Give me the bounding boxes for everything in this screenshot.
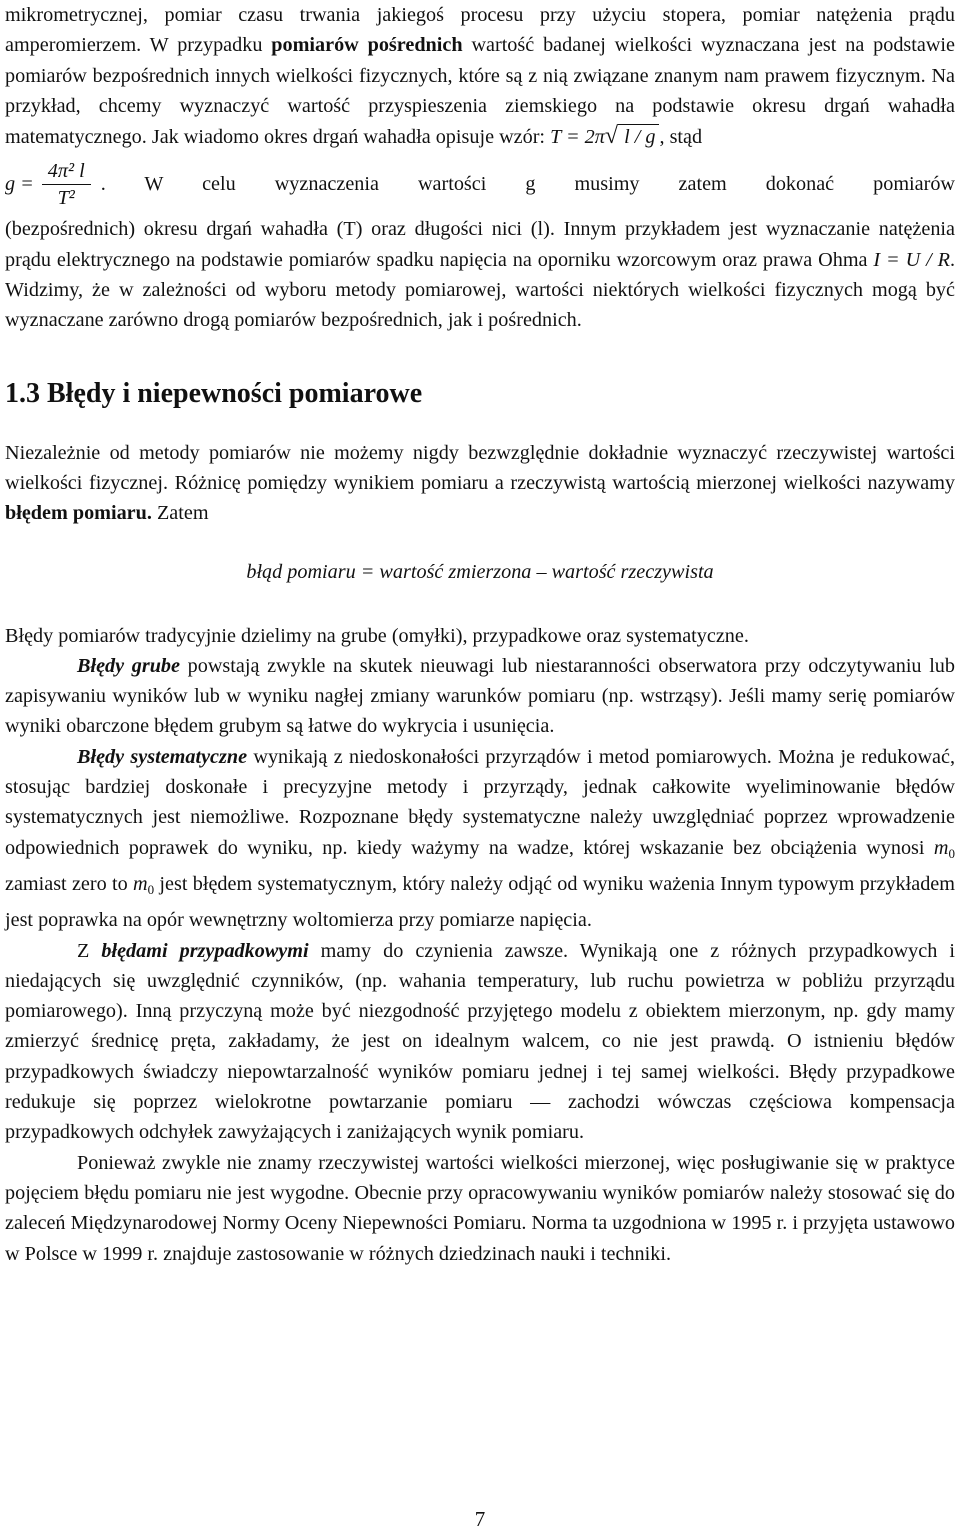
bold-term-error: błędem pomiaru. (5, 502, 152, 525)
formula-ohm: I = U / R (873, 248, 950, 271)
term-random-errors: błędami przypadkowymi (101, 939, 309, 962)
fraction-denominator: T² (57, 186, 75, 209)
symbol-subscript: 0 (948, 845, 955, 861)
text-span: . W celu wyznaczenia wartości g musimy zatem dokonać pomiarów (100, 173, 955, 196)
paragraph-closing: Ponieważ zwykle nie znamy rzeczywistej wartości wielkości mierzonej, więc posługiwanie się w praktyce pojęciem błędu pomiaru nie jest wygodne. Obecnie przy opracowywaniu wyników pomiarów należy stosować się do zaleceń Międzynarodowej Normy Oceny Niepewności Pomiaru. Norma ta uzgodniona w 1995 r. i przyjęta ustawowo w Polsce w 1999 r. znajduje zastosowanie w różnych dziedzinach nauki i techniki. (5, 1151, 955, 1265)
text-span: Z (77, 939, 102, 962)
symbol-m: m (933, 836, 949, 859)
formula-gravity-lhs: g = (5, 173, 34, 196)
formula-gravity-fraction (42, 158, 91, 211)
sqrt-icon: √ (604, 123, 619, 150)
page-number: 7 (474, 1507, 486, 1531)
text-span: Zatem (151, 502, 209, 525)
paragraph-systematic-errors (5, 742, 955, 936)
paragraph-gross-errors (5, 651, 955, 742)
symbol-m: m (133, 872, 148, 895)
text-span: jest błędem systematycznym, który należy odjąć od wyniku ważenia Innym typowym przykładem jest poprawka na opór wewnętrzny woltomierza przy pomiarze napięcia. (5, 872, 955, 932)
term-gross-errors: Błędy grube (77, 654, 180, 677)
formula-period-root: l / g (618, 124, 659, 149)
paragraph-measurement-types (5, 0, 955, 152)
text-span: Niezależnie od metody pomiarów nie możemy nigdy bezwzględnie dokładnie wyznaczyć rzeczywistej wartości wielkości fizycznej. Różnicę pomiędzy wynikiem pomiaru a rzeczywistą wartością mierzonej wielkości nazywamy (5, 441, 955, 494)
paragraph-random-errors (5, 936, 955, 1148)
text-span: mikrometrycznej, pomiar czasu trwania jakiegoś procesu przy użyciu stopera, pomiar natężenia prądu amperomierzem. W przypadku (5, 4, 955, 57)
text-span: mamy do czynienia zawsze. Wynikają one z różnych przypadkowych i niedających się uwzględnić czynników, (np. wahania temperatury, lub ruchu powietrza w pobliżu przyrządu pomiarowego). Inną przyczyną może być niezgodność przyjętego modelu z obiektem mierzonym, np. gdy mamy zmierzyć średnicę pręta, zakładamy, że jest on idealnym walcem, co nie jest prawdą. O istnieniu błędów przypadkowych świadczy niepowtarzalność wyników pomiaru jednej i tej samej wielkości. Błędy przypadkowe redukuje się poprzez wielokrotne powtarzanie pomiaru — zachodzi wówczas częściowa kompensacja przypadkowych odchyłek zawyżających i zaniżających wynik pomiaru. (5, 939, 955, 1144)
text-span: . Widzimy, że w zależności od wyboru metody pomiarowej, wartości niektórych wielkości fizycznych mogą być wyznaczane zarówno drogą pomiarów bezpośrednich, jak i pośrednich. (5, 248, 955, 332)
document-page (5, 0, 955, 1269)
bold-term-indirect: pomiarów pośrednich (271, 34, 463, 57)
text-span: wynikają z niedoskonałości przyrządów i metod pomiarowych. Można je redukować, stosując bardziej doskonałe i precyzyjne metody i przyrządy, jednak całkowite wyeliminowanie błędów systematycznych jest niemożliwe. Rozpoznane błędy systematyczne należy uwzględniać poprzez wprowadzenie odpowiednich poprawek do wyniku, np. kiedy ważymy na wadze, której wskazanie bez obciążenia wynosi (5, 745, 955, 859)
paragraph-intro (5, 438, 955, 529)
paragraph-measurement-types-continued (5, 214, 955, 335)
section-heading: 1.3 Błędy i niepewności pomiarowe (5, 377, 423, 409)
paragraph-types: Błędy pomiarów tradycyjnie dzielimy na grube (omyłki), przypadkowe oraz systematyczne. (5, 624, 749, 647)
formula-period-lhs: T = 2π (550, 126, 605, 149)
error-definition: błąd pomiaru = wartość zmierzona – wartość rzeczywista (246, 560, 714, 583)
text-span: powstają zwykle na skutek nieuwagi lub niestaranności obserwatora przy odczytywaniu lub zapisywaniu wyników lub w wyniku nagłej zmiany warunków pomiaru (np. wstrząsy). Jeśli mamy serię pomiarów wyniki obarczone błędem grubym są łatwe do wykrycia i usunięcia. (5, 654, 955, 738)
text-span: (bezpośrednich) okresu drgań wahadła (T) oraz długości nici (l). Innym przykładem jest wyznaczanie natężenia prądu elektrycznego na podstawie pomiarów spadku napięcia na oporniku wzorcowym oraz prawa Ohma (5, 218, 955, 271)
text-span: wartość badanej wielkości wyznaczana jest na podstawie pomiarów bezpośrednich innych wielkości fizycznych, które są z nią związane znanym nam prawem fizycznym. Na przykład, chcemy wyznaczyć wartość przyspieszenia ziemskiego na podstawie okresu drgań wahadła matematycznego. Jak wiadomo okres drgań wahadła opisuje wzór: (5, 34, 956, 149)
text-span: , stąd (659, 126, 703, 149)
text-span: zamiast zero to (5, 872, 134, 895)
term-systematic-errors: Błędy systematyczne (77, 745, 248, 768)
fraction-numerator: 4π² l (42, 158, 91, 185)
symbol-subscript: 0 (147, 881, 155, 897)
formula-gravity-line (5, 154, 955, 214)
formula-period (550, 123, 659, 150)
